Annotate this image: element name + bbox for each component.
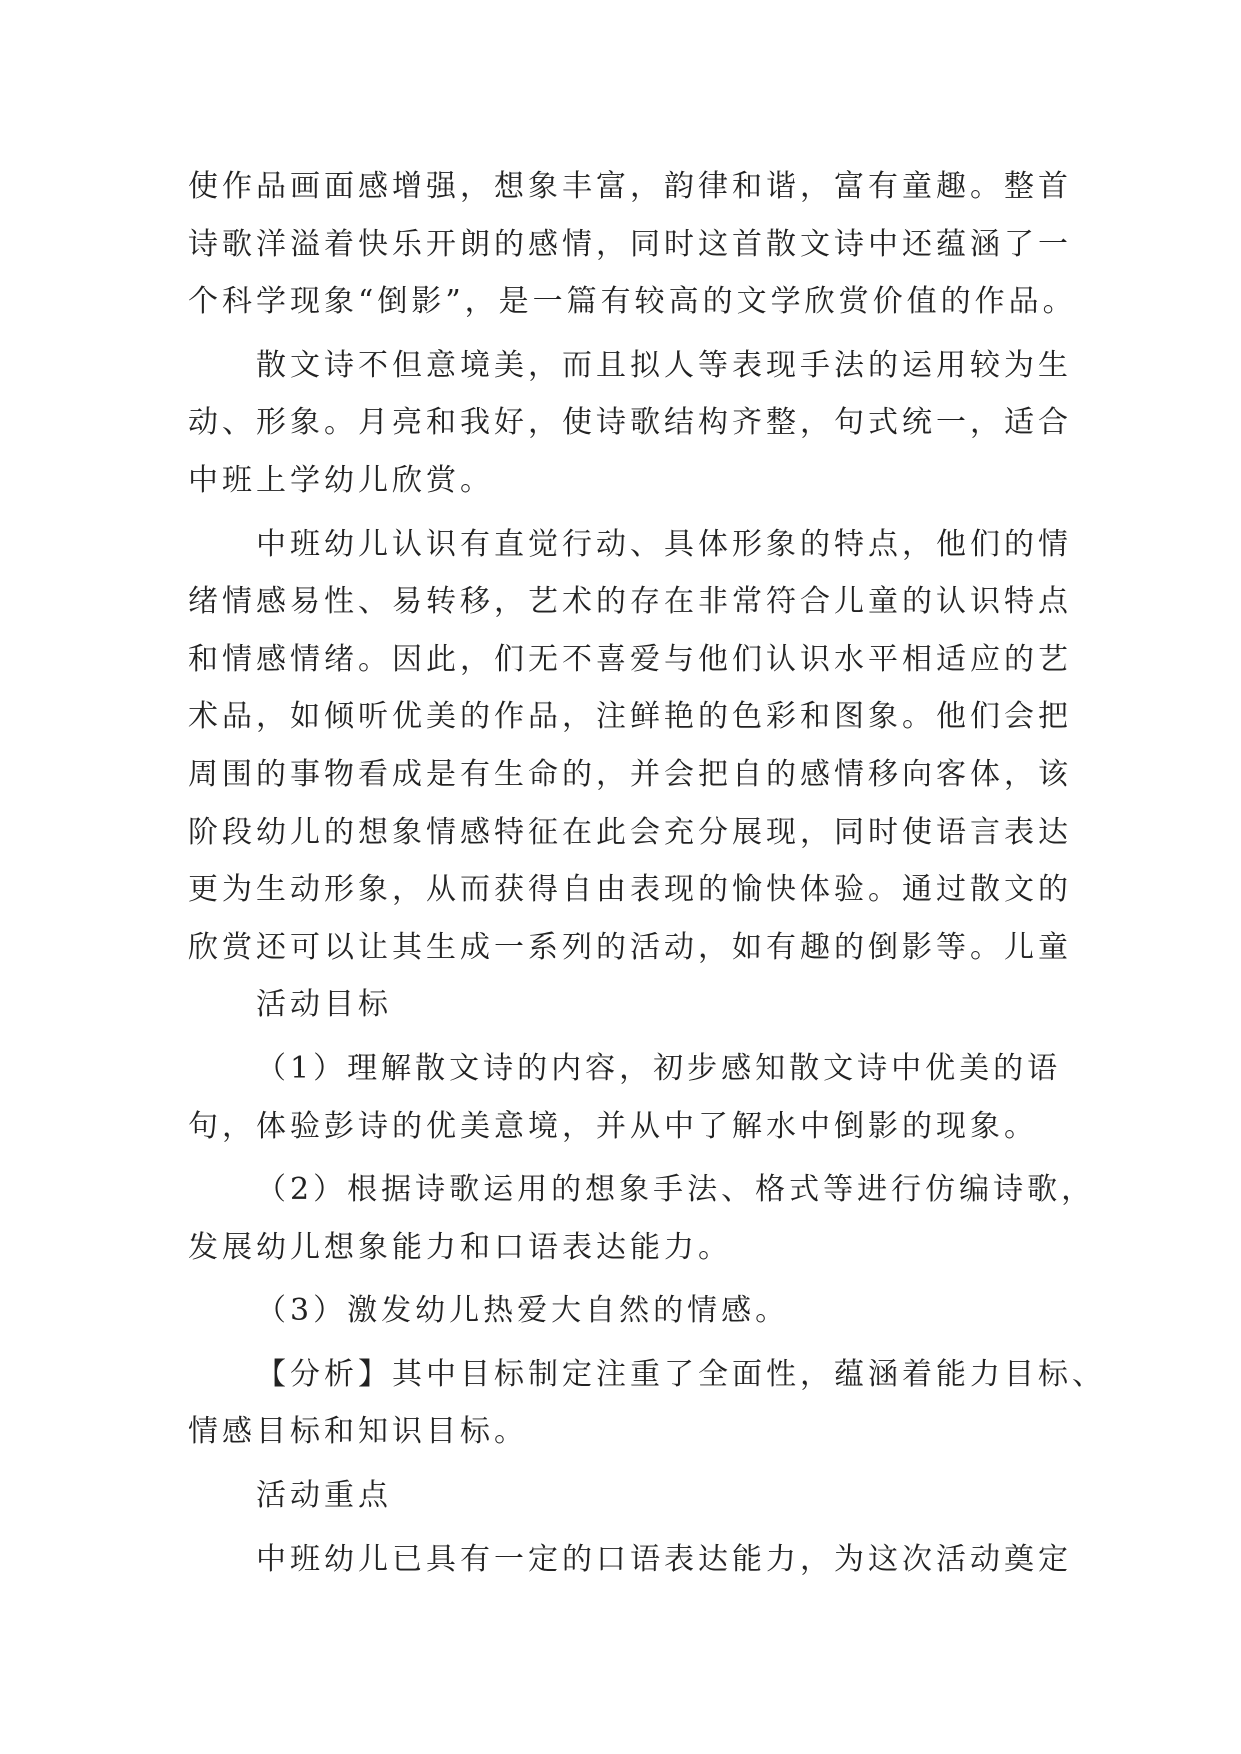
section-heading <box>188 976 1058 1034</box>
text-line: 动、形象。月亮和我好，使诗歌结构齐整，句式统一，适合 <box>188 405 1072 441</box>
text-line: 绪情感易性、易转移，艺术的存在非常符合儿童的认识特点 <box>188 584 1072 620</box>
text-line: 诗歌洋溢着快乐开朗的感情，同时这首散文诗中还蕴涵了一 <box>188 226 1072 262</box>
text-line: 发展幼儿想象能力和口语表达能力。 <box>188 1229 732 1265</box>
text-line: 情感目标和知识目标。 <box>188 1414 528 1450</box>
text-line: 阶段幼儿的想象情感特征在此会充分展现，同时使语言表达 <box>188 814 1072 850</box>
text-line: 句，体验彭诗的优美意境，并从中了解水中倒影的现象。 <box>188 1108 1038 1144</box>
document-body <box>188 158 1106 1588</box>
text-line: （1）理解散文诗的内容，初步感知散文诗中优美的语 <box>256 1050 1062 1086</box>
text-line: 中班上学幼儿欣赏。 <box>188 462 494 498</box>
paragraph <box>188 516 1072 977</box>
text-line: 中班幼儿已具有一定的口语表达能力，为这次活动奠定 <box>256 1541 1072 1577</box>
paragraph <box>188 337 1072 510</box>
text-line: 中班幼儿认识有直觉行动、具体形象的特点，他们的情 <box>256 526 1072 562</box>
paragraph <box>188 1040 1062 1155</box>
text-line: 周围的事物看成是有生命的，并会把自的感情移向客体，该 <box>188 756 1072 792</box>
paragraph <box>188 158 1077 331</box>
text-line: 【分析】其中目标制定注重了全面性，蕴涵着能力目标、 <box>256 1356 1106 1392</box>
paragraph <box>188 1346 1106 1461</box>
text-line: 欣赏还可以让其生成一系列的活动，如有趣的倒影等。儿童 <box>188 929 1072 965</box>
heading-text: 活动重点 <box>256 1478 392 1514</box>
text-line: 使作品画面感增强，想象丰富，韵律和谐，富有童趣。整首 <box>188 169 1072 204</box>
paragraph <box>188 1282 1058 1340</box>
text-line: 更为生动形象，从而获得自由表现的愉快体验。通过散文的 <box>188 872 1072 908</box>
text-line: （3）激发幼儿热爱大自然的情感。 <box>256 1293 790 1329</box>
text-line: 个科学现象“倒影”，是一篇有较高的文学欣赏价值的作品。 <box>188 284 1077 320</box>
paragraph <box>188 1161 1096 1276</box>
text-line: （2）根据诗歌运用的想象手法、格式等进行仿编诗歌， <box>256 1172 1096 1208</box>
text-line: 术品，如倾听优美的作品，注鲜艳的色彩和图象。他们会把 <box>188 699 1072 735</box>
paragraph <box>188 1531 1072 1589</box>
text-line: 散文诗不但意境美，而且拟人等表现手法的运用较为生 <box>256 347 1072 383</box>
heading-text: 活动目标 <box>256 987 392 1023</box>
section-heading <box>188 1467 1058 1525</box>
text-line: 和情感情绪。因此，们无不喜爱与他们认识水平相适应的艺 <box>188 641 1072 677</box>
